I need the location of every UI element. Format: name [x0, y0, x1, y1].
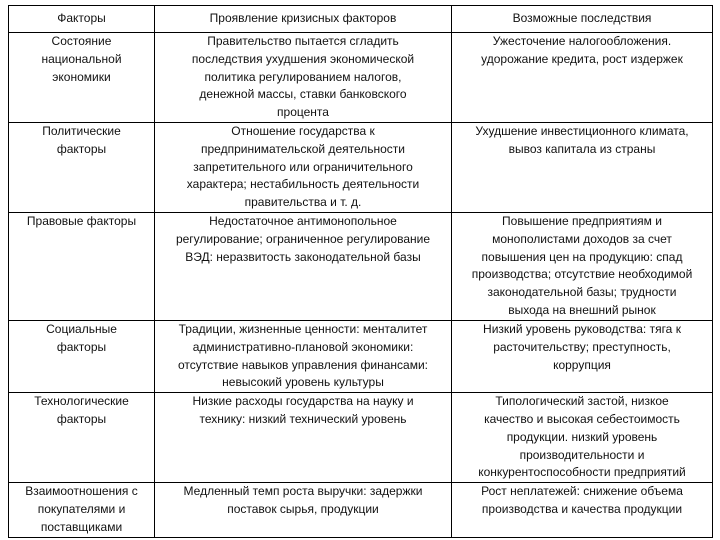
table-row — [9, 483, 713, 537]
manifestation-cell: Медленный темп роста выручки: задержки поставок сырья, продукции — [155, 483, 452, 537]
header-row — [9, 6, 713, 33]
consequence-cell: Ухудшение инвестиционного климата, вывоз капитала из страны — [452, 122, 713, 212]
consequence-cell: Низкий уровень руководства: тяга к расточительству; преступность, коррупция — [452, 320, 713, 392]
manifestation-cell: Традиции, жизненные ценности: менталитет административно-плановой экономики: отсутствие навыков управления финансами: невысокий уровень культуры — [155, 320, 452, 392]
header-factors: Факторы — [9, 6, 155, 33]
factor-cell: Технологические факторы — [9, 393, 155, 483]
manifestation-cell: Недостаточное антимонопольное регулирование; ограниченное регулирование ВЭД: неразвитость законодательной базы — [155, 212, 452, 320]
factor-cell: Правовые факторы — [9, 212, 155, 320]
factor-cell: Взаимоотношения с покупателями и поставщиками — [9, 483, 155, 537]
factor-cell: Политические факторы — [9, 122, 155, 212]
manifestation-cell: Низкие расходы государства на науку и технику: низкий технический уровень — [155, 393, 452, 483]
header-manifestation: Проявление кризисных факторов — [155, 6, 452, 33]
header-consequences: Возможные последствия — [452, 6, 713, 33]
factor-cell: Состояние национальной экономики — [9, 33, 155, 123]
table-row — [9, 212, 713, 320]
table-row — [9, 320, 713, 392]
table-row — [9, 122, 713, 212]
table-row — [9, 393, 713, 483]
manifestation-cell: Правительство пытается сгладить последствия ухудшения экономической политика регулированием налогов, денежной массы, ставки банковского процента — [155, 33, 452, 123]
consequence-cell: Повышение предприятиям и монополистами доходов за счет повышения цен на продукцию: спад производства; отсутствие необходимой законодательной базы; трудности выхода на внешний рынок — [452, 212, 713, 320]
consequence-cell: Типологический застой, низкое качество и высокая себестоимость продукции. низкий уровень производительности и конкурентоспособности предприятий — [452, 393, 713, 483]
consequence-cell: Ужесточение налогообложения. удорожание кредита, рост издержек — [452, 33, 713, 123]
table-row — [9, 33, 713, 123]
consequence-cell: Рост неплатежей: снижение объема производства и качества продукции — [452, 483, 713, 537]
manifestation-cell: Отношение государства к предпринимательской деятельности запретительного или ограничительного характера; нестабильность деятельности правительства и т. д. — [155, 122, 452, 212]
crisis-factors-table — [8, 5, 713, 538]
factor-cell: Социальные факторы — [9, 320, 155, 392]
